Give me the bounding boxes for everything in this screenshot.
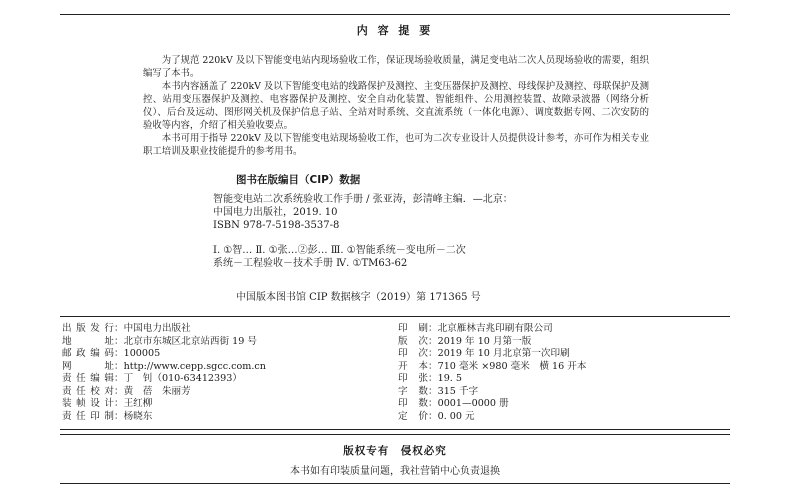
colophon-row: 责任印制 ： 杨晓东 [62,410,153,422]
colophon-row: 印 次 ： 2019 年 10 月北京第一次印刷 [398,348,570,359]
colophon-label: 定 价 [398,410,428,422]
colophon-value: 杨晓东 [123,410,153,422]
cip-subject-line: 系统－工程验收－技术手册 Ⅳ. ①TM63-62 [213,258,408,269]
colophon-row: 印 刷 ： 北京雁林吉兆印刷有限公司 [398,323,553,334]
summary-paragraph: 为了规范 220kV 及以下智能变电站内现场验收工作，保证现场验收质量，满足变电站二次人员现场验收的需要，组织编写了本书。 [143,55,649,79]
colophon-label: 责任校对 [62,385,114,397]
colophon-value: 2019 年 10 月北京第一次印刷 [437,348,570,359]
colophon-value: 315 千字 [437,385,479,397]
quality-notice: 本书如有印装质量问题，我社营销中心负责退换 [290,466,500,477]
cip-heading: 图书在版编目（CIP）数据 [236,174,361,186]
colophon-value: 0001—0000 册 [437,398,509,409]
colophon-label: 印 刷 [398,323,428,334]
colophon-row: 装帧设计 ： 王红柳 [62,398,153,409]
colophon-row: 责任编辑 ： 丁 钊（010-63412393） [62,373,242,384]
colophon-bottom-rule-double [60,434,730,435]
page-title: 内 容 提 要 [356,24,434,37]
summary-paragraph: 本书内容涵盖了 220kV 及以下智能变电站的线路保护及测控、主变压器保护及测控、母线保护及测控、母联保护及测控、站用变压器保护及测控、电容器保护及测控、安全自动化装置、智能组件、公用测控装置、故障录波器（网络分析仪）、后台及远动、图形网关机及保护信息子站、全站对时系统、交直流系统（一体化电源）、调度数据专网、二次安防的验收等内容，介绍了相关验收要点。 [143,81,649,131]
colophon-row: 地 址 ： 北京市东城区北京站西街 19 号 [62,335,258,347]
colophon-label: 地 址 [62,335,114,347]
colophon-website[interactable]: http://www.cepp.sgcc.com.cn [123,360,266,372]
colophon-label: 装帧设计 [62,398,114,409]
colophon-row: 网 址 ： http://www.cepp.sgcc.com.cn [62,360,266,372]
colophon-value: 北京雁林吉兆印刷有限公司 [437,323,553,334]
colophon-row: 版 次 ： 2019 年 10 月第一版 [398,335,532,347]
colophon-label: 网 址 [62,360,114,372]
colophon-value: 中国电力出版社 [123,323,191,334]
colophon-top-rule [60,316,730,317]
colophon-value: 710 毫米 ×980 毫米 横 16 开本 [437,360,587,372]
colophon-value: 王红柳 [123,398,153,409]
colophon-row: 印 数 ： 0001—0000 册 [398,398,509,409]
colophon-label: 印 张 [398,373,428,384]
cip-publisher-line: 中国电力出版社，2019. 10 [213,207,338,218]
colophon-label: 版 次 [398,335,428,347]
colophon-label: 邮政编码 [62,348,114,359]
top-border [60,14,730,15]
cip-record [213,193,593,270]
colophon-row: 开 本 ： 710 毫米 ×980 毫米 横 16 开本 [398,360,587,372]
summary-paragraph: 本书可用于指导 220kV 及以下智能变电站现场验收工作，也可为二次专业设计人员提供设计参考，亦可作为相关专业职工培训及职业技能提升的参考用书。 [143,133,649,157]
colophon-value: 0. 00 元 [437,410,475,422]
summary-section [143,54,649,158]
colophon-row: 字 数 ： 315 千字 [398,385,479,397]
colophon-row: 责任校对 ： 黄 蓓 朱丽芳 [62,385,191,397]
colophon-value: 黄 蓓 朱丽芳 [123,385,191,397]
colophon-value: 100005 [123,348,161,359]
colophon-label: 字 数 [398,385,428,397]
cip-isbn-line: ISBN 978-7-5198-3537-8 [213,220,340,231]
cip-record-number: 中国版本图书馆 CIP 数据核字（2019）第 171365 号 [236,292,481,303]
colophon-value: 北京市东城区北京站西街 19 号 [123,335,258,347]
colophon-label: 责任编辑 [62,373,114,384]
colophon-value: 2019 年 10 月第一版 [437,335,532,347]
cip-subject-line: Ⅰ. ①智… Ⅱ. ①张…②彭… Ⅲ. ①智能系统－变电所－二次 [213,245,466,256]
cip-title-line: 智能变电站二次系统验收工作手册 / 张亚涛，彭清峰主编．—北京： [213,194,513,205]
colophon-left [62,323,266,423]
colophon-value: 19. 5 [437,373,463,384]
colophon-row: 印 张 ： 19. 5 [398,373,463,384]
colophon-value: 丁 钊（010-63412393） [123,373,242,384]
colophon-bottom-rule [60,429,730,430]
colophon-label: 印 次 [398,348,428,359]
colophon-label: 出版发行 [62,323,114,334]
colophon-row: 定 价 ： 0. 00 元 [398,410,475,422]
colophon-right [398,323,586,423]
bottom-border [60,483,730,484]
colophon-label: 责任印制 [62,410,114,422]
colophon-row: 出版发行 ： 中国电力出版社 [62,323,191,334]
colophon-label: 印 数 [398,398,428,409]
colophon-row: 邮政编码 ： 100005 [62,348,161,359]
copyright-notice: 版权专有 侵权必究 [343,445,447,457]
colophon-label: 开 本 [398,360,428,372]
